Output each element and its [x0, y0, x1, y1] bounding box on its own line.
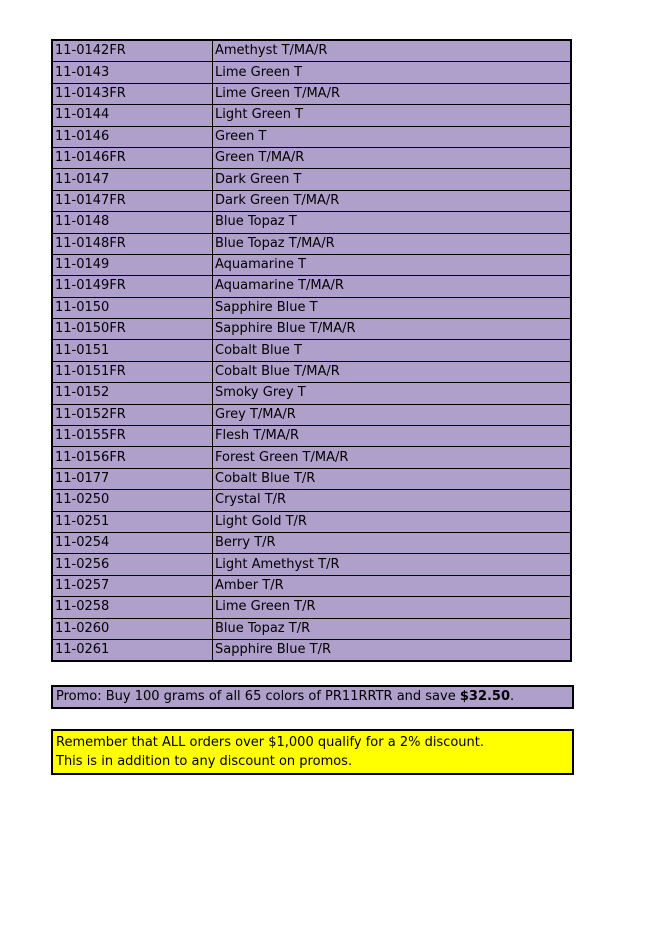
table-row — [52, 511, 571, 532]
product-description-cell: Light Gold T/R — [213, 511, 572, 532]
product-code-cell: 11-0143 — [52, 62, 213, 83]
product-code-cell: 11-0152 — [52, 383, 213, 404]
promo-amount: $32.50 — [459, 689, 511, 704]
table-row — [52, 447, 571, 468]
product-description-cell: Lime Green T/R — [213, 597, 572, 618]
product-description-cell: Aquamarine T/MA/R — [213, 276, 572, 297]
table-row — [52, 319, 571, 340]
product-code-cell: 11-0150 — [52, 297, 213, 318]
product-description-cell: Light Green T — [213, 105, 572, 126]
product-code-cell: 11-0149 — [52, 254, 213, 275]
product-code-cell: 11-0257 — [52, 575, 213, 596]
table-row — [52, 575, 571, 596]
product-code-cell: 11-0156FR — [52, 447, 213, 468]
product-description-cell: Lime Green T/MA/R — [213, 83, 572, 104]
table-row — [52, 383, 571, 404]
product-code-cell: 11-0149FR — [52, 276, 213, 297]
product-code-cell: 11-0150FR — [52, 319, 213, 340]
product-code-cell: 11-0251 — [52, 511, 213, 532]
product-code-cell: 11-0151 — [52, 340, 213, 361]
product-description-cell: Green T/MA/R — [213, 147, 572, 168]
product-description-cell: Sapphire Blue T — [213, 297, 572, 318]
product-code-cell: 11-0250 — [52, 490, 213, 511]
product-description-cell: Cobalt Blue T — [213, 340, 572, 361]
product-description-cell: Sapphire Blue T/R — [213, 639, 572, 661]
promo-suffix: . — [510, 689, 515, 704]
product-code-cell: 11-0147 — [52, 169, 213, 190]
table-row — [52, 361, 571, 382]
table-row — [52, 340, 571, 361]
product-code-cell: 11-0152FR — [52, 404, 213, 425]
product-code-cell: 11-0177 — [52, 468, 213, 489]
product-code-cell: 11-0142FR — [52, 40, 213, 62]
table-row — [52, 83, 571, 104]
product-code-cell: 11-0151FR — [52, 361, 213, 382]
table-row — [52, 62, 571, 83]
table-row — [52, 190, 571, 211]
product-description-cell: Blue Topaz T/MA/R — [213, 233, 572, 254]
product-code-cell: 11-0254 — [52, 532, 213, 553]
product-description-cell: Dark Green T/MA/R — [213, 190, 572, 211]
product-description-cell: Dark Green T — [213, 169, 572, 190]
product-description-cell: Sapphire Blue T/MA/R — [213, 319, 572, 340]
table-row — [52, 618, 571, 639]
table-row — [52, 147, 571, 168]
table-row — [52, 297, 571, 318]
product-description-cell: Aquamarine T — [213, 254, 572, 275]
product-description-cell: Blue Topaz T — [213, 212, 572, 233]
product-code-cell: 11-0148FR — [52, 233, 213, 254]
product-description-cell: Crystal T/R — [213, 490, 572, 511]
product-code-cell: 11-0146FR — [52, 147, 213, 168]
product-description-cell: Cobalt Blue T/R — [213, 468, 572, 489]
table-row — [52, 105, 571, 126]
table-row — [52, 212, 571, 233]
table-row — [52, 254, 571, 275]
table-row — [52, 276, 571, 297]
table-row — [52, 40, 571, 62]
notice-line-2: This is in addition to any discount on promos. — [56, 754, 353, 769]
table-row — [52, 233, 571, 254]
product-description-cell: Flesh T/MA/R — [213, 426, 572, 447]
product-table — [51, 39, 572, 662]
product-code-cell: 11-0146 — [52, 126, 213, 147]
product-description-cell: Amethyst T/MA/R — [213, 40, 572, 62]
product-code-cell: 11-0260 — [52, 618, 213, 639]
product-code-cell: 11-0144 — [52, 105, 213, 126]
table-row — [52, 532, 571, 553]
product-code-cell: 11-0148 — [52, 212, 213, 233]
table-row — [52, 126, 571, 147]
table-row — [52, 554, 571, 575]
notice-line-1: Remember that ALL orders over $1,000 qualify for a 2% discount. — [56, 735, 485, 750]
product-code-cell: 11-0256 — [52, 554, 213, 575]
product-code-cell: 11-0258 — [52, 597, 213, 618]
product-description-cell: Amber T/R — [213, 575, 572, 596]
product-description-cell: Smoky Grey T — [213, 383, 572, 404]
product-code-cell: 11-0143FR — [52, 83, 213, 104]
product-code-cell: 11-0261 — [52, 639, 213, 661]
product-description-cell: Forest Green T/MA/R — [213, 447, 572, 468]
table-row — [52, 169, 571, 190]
product-description-cell: Grey T/MA/R — [213, 404, 572, 425]
product-code-cell: 11-0147FR — [52, 190, 213, 211]
table-row — [52, 639, 571, 661]
product-code-cell: 11-0155FR — [52, 426, 213, 447]
product-description-cell: Lime Green T — [213, 62, 572, 83]
product-description-cell: Green T — [213, 126, 572, 147]
product-table-body — [52, 40, 571, 661]
product-description-cell: Berry T/R — [213, 532, 572, 553]
product-description-cell: Cobalt Blue T/MA/R — [213, 361, 572, 382]
product-description-cell: Blue Topaz T/R — [213, 618, 572, 639]
product-description-cell: Light Amethyst T/R — [213, 554, 572, 575]
discount-notice-box — [51, 729, 574, 775]
table-row — [52, 404, 571, 425]
promo-text: Promo: Buy 100 grams of all 65 colors of PR11RRTR and save — [56, 689, 460, 704]
table-row — [52, 490, 571, 511]
table-row — [52, 597, 571, 618]
table-row — [52, 426, 571, 447]
promo-box — [51, 685, 574, 709]
table-row — [52, 468, 571, 489]
